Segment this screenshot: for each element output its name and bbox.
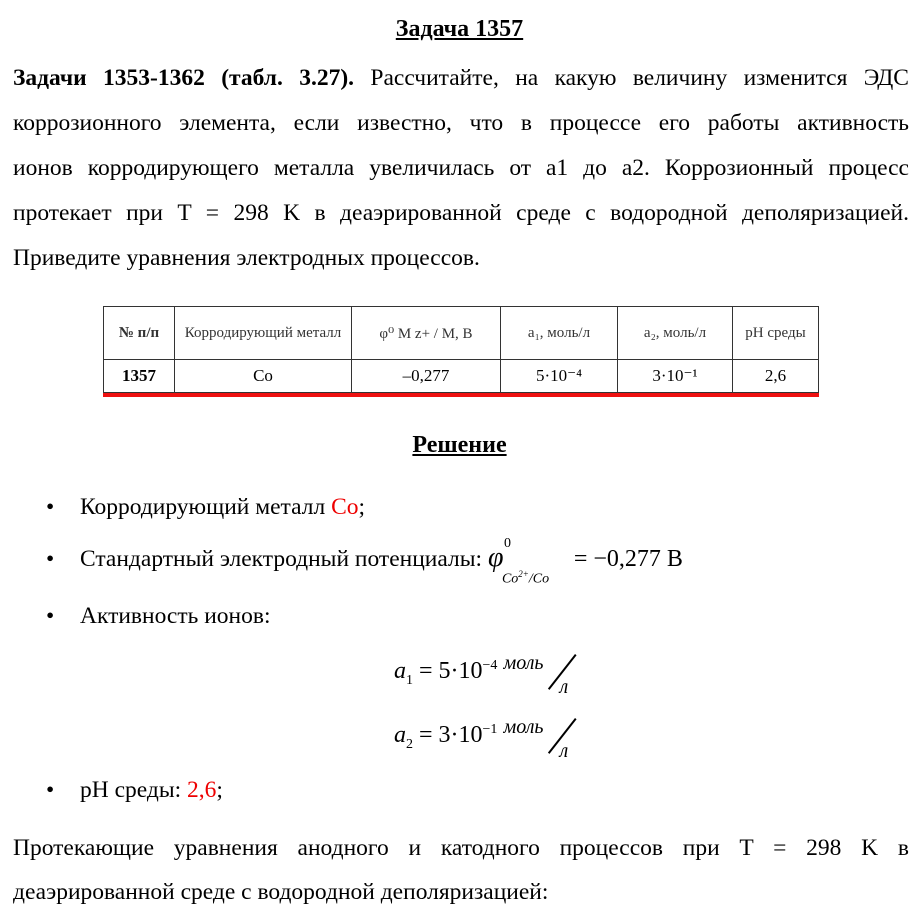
bullet-activity [46, 601, 271, 631]
ph-label: pH среды: [80, 777, 188, 803]
bullet-dot: • [46, 603, 55, 629]
unit-denominator: л [559, 676, 569, 698]
metal-end: ; [358, 494, 366, 520]
a1-value: = 5·10 [419, 658, 483, 684]
problem-line-5: Приведите уравнения электродных процессов. [13, 245, 480, 271]
unit-fraction [503, 716, 578, 760]
table-header-row [104, 307, 819, 360]
equation-a2: $a_2 = 3\cdot 10^{-1}$ моль л [394, 716, 578, 760]
unit-numerator: моль [503, 716, 544, 738]
activity-label: Активность ионов: [80, 603, 271, 629]
table-row [104, 360, 819, 393]
potential-label: Стандартный электродный потенциалы: [80, 546, 488, 572]
cell-number: 1357 [104, 360, 175, 393]
unit-denominator: л [559, 740, 569, 762]
ph-value: 2,6 [187, 777, 217, 803]
bullet-dot: • [46, 777, 55, 803]
problem-line-1-text: Рассчитайте, на какую величину изменится ЭДС [354, 65, 909, 91]
header-number: № п/п [104, 307, 175, 360]
solution-title: Решение [412, 432, 507, 458]
problem-line-4: протекает при T = 298 K в деаэрированной среде с водородной деполяризацией. [13, 200, 909, 226]
problem-line-3: ионов корродирующего металла увеличилась от a1 до a2. Коррозионный процесс [13, 155, 909, 181]
bullet-metal [46, 492, 365, 522]
bullet-dot: • [46, 494, 55, 520]
cell-metal: Co [175, 360, 352, 393]
cell-ph: 2,6 [733, 360, 819, 393]
ph-end: ; [216, 777, 223, 803]
potential-value: = −0,277 В [573, 546, 683, 572]
header-a2: a₂, моль/л [618, 307, 733, 360]
unit-numerator: моль [503, 652, 544, 674]
header-potential: φ⁰ M z+ / M, В [352, 307, 501, 360]
problem-lead: Задачи 1353-1362 (табл. 3.27). [13, 65, 355, 91]
cell-potential: –0,277 [352, 360, 501, 393]
page-title: Задача 1357 [395, 16, 524, 42]
potential-formula: φ 0 $Co^{2+}/Co$ [487, 536, 550, 587]
metal-label: Корродирующий металл [80, 494, 332, 520]
unit-fraction [503, 652, 578, 696]
header-metal: Корродирующий металл [175, 307, 352, 360]
header-ph: pH среды [733, 307, 819, 360]
a2-exponent: −1 [482, 722, 498, 737]
data-table [103, 306, 819, 393]
problem-line-2: коррозионного элемента, если известно, что в процессе его работы активность [13, 110, 909, 136]
cell-a1: 5·10⁻⁴ [501, 360, 618, 393]
closing-line-2: деаэрированной среде с водородной деполяризацией: [13, 879, 549, 905]
closing-line-1: Протекающие уравнения анодного и катодного процессов при T = 298 K в [13, 835, 909, 861]
bullet-ph [46, 775, 223, 805]
bullet-potential [46, 536, 683, 587]
cell-a2: 3·10⁻¹ [618, 360, 733, 393]
header-a1: a₁, моль/л [501, 307, 618, 360]
equation-a1: $a_1 = 5\cdot 10^{-4}$ моль л [394, 652, 578, 696]
bullet-dot: • [46, 546, 55, 572]
a1-exponent: −4 [482, 658, 498, 673]
metal-value: Co [331, 494, 359, 520]
problem-line-1 [13, 63, 909, 93]
a2-value: = 3·10 [419, 722, 483, 748]
table-underline [103, 393, 819, 397]
